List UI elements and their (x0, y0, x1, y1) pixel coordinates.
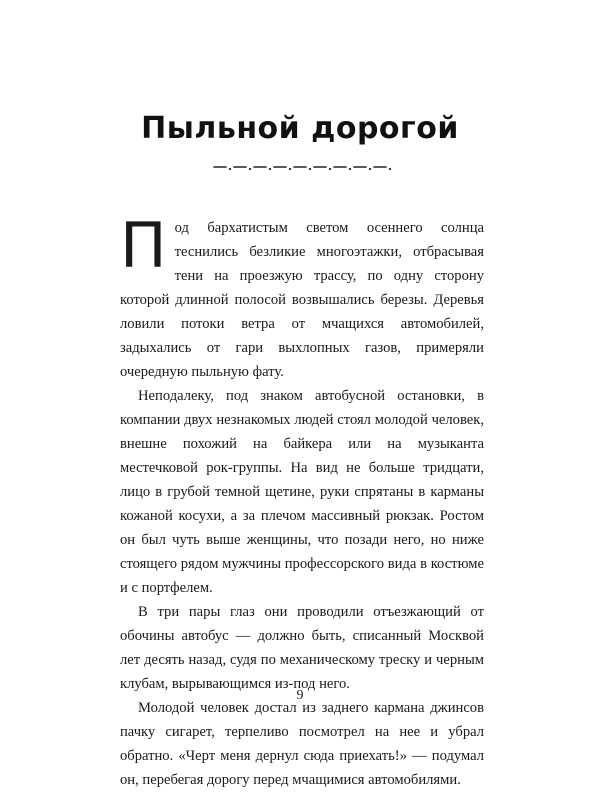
paragraph: Молодой человек достал из заднего кармана джинсов пачку сигарет, терпеливо посмотрел на нее и убрал обратно. «Черт меня дернул сюда приехать!» — подумал он, перебегая дорогу перед мчащимися автомобилями. (120, 700, 484, 788)
body-text (120, 209, 484, 792)
paragraph (120, 209, 484, 384)
chapter-title: Пыльной дорогой (141, 111, 459, 146)
page-number: 9 (296, 688, 304, 703)
drop-cap: П (120, 209, 167, 282)
paragraph-text: од бархатистым светом осеннего солнца теснились безликие многоэтажки, отбрасывая тени на проезжую трассу, по одну сторону которой длинной полосой возвышались березы. Деревья ловили потоки ветра от мчащихся автомобилей, задыхались от гари выхлопных газов, примеряли очередную пыльную фату. (120, 220, 484, 380)
title-ornament (212, 161, 397, 173)
paragraph: Неподалеку, под знаком автобусной остановки, в компании двух незнакомых людей стоял молодой человек, внешне похожий на байкера или на музыканта местечковой рок-группы. На вид не больше тридцати, лицо в грубой темной щетине, руки спрятаны в карманы кожаной косухи, а за плечом массивный рюкзак. Ростом он был чуть выше женщины, что позади него, но ниже стоящего рядом мужчины профессорского вида в костюме и с портфелем. (120, 388, 484, 596)
paragraph: В три пары глаз они проводили отъезжающий от обочины автобус — должно быть, списанный Москвой лет десять назад, судя по механическому треску и черным клубам, вырывающимся из-под него. (120, 604, 484, 692)
